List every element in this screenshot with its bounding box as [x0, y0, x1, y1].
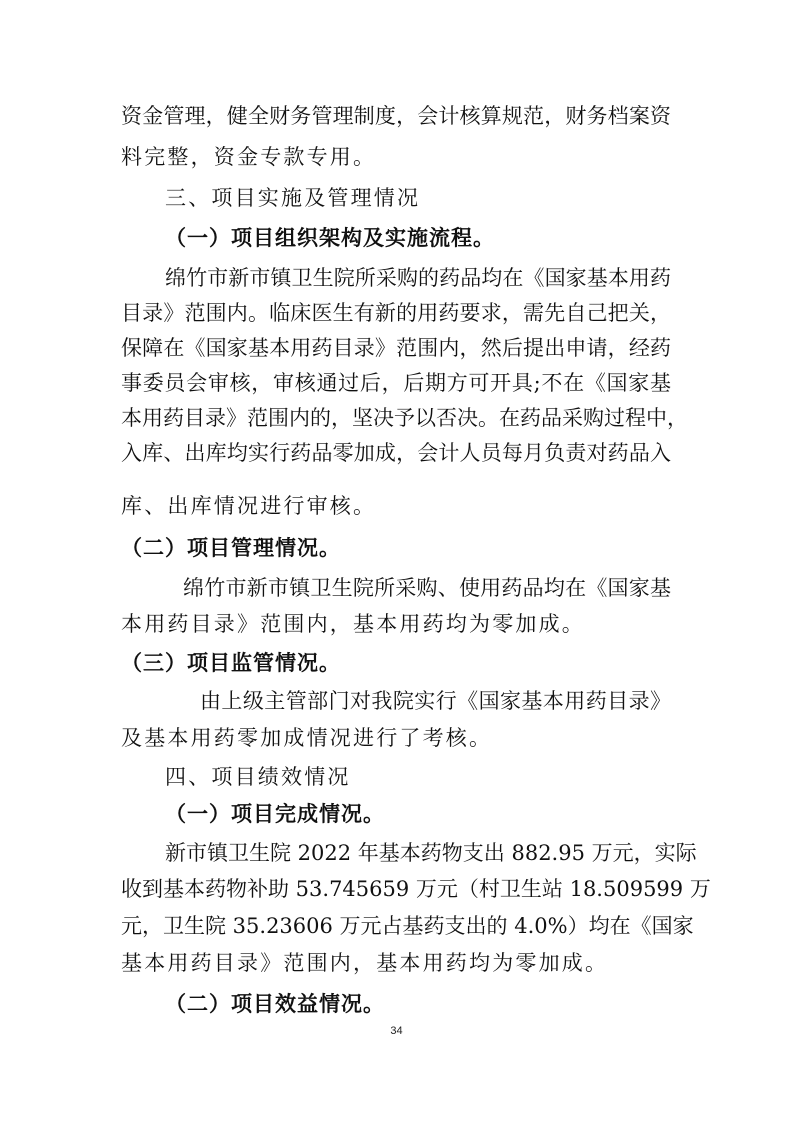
body-text-line: 保障在《国家基本用药目录》范围内，然后提出申请，经药: [121, 336, 671, 360]
body-text-line: 元，卫生院 35.23606 万元占基药支出的 4.0%）均在《国家: [121, 914, 694, 938]
body-text-line: 及基本用药零加成情况进行了考核。: [121, 726, 493, 750]
body-text-line: 事委员会审核，审核通过后，后期方可开具;不在《国家基: [121, 371, 671, 395]
body-text-line: 入库、出库均实行药品零加成，会计人员每月负责对药品入: [121, 441, 671, 465]
subsection-heading: （二）项目效益情况。: [165, 991, 385, 1016]
body-text-line: 收到基本药物补助 53.745659 万元（村卫生站 18.509599 万: [121, 877, 711, 901]
body-text-line: 资金管理，健全财务管理制度，会计核算规范，财务档案资: [121, 104, 671, 128]
subsection-heading: （一）项目组织架构及实施流程。: [165, 225, 495, 250]
body-text-line: 目录》范围内。临床医生有新的用药要求，需先自己把关，: [121, 301, 671, 325]
body-text-line: 本用药目录》范围内，基本用药均为零加成。: [121, 612, 585, 636]
page-number: 34: [390, 1025, 403, 1037]
body-text-line: 本用药目录》范围内的，坚决予以否决。在药品采购过程中，: [121, 406, 688, 430]
body-text-line: 料完整，资金专款专用。: [121, 145, 377, 169]
subsection-heading: （一）项目完成情况。: [165, 801, 385, 826]
subsection-heading: （三）项目监管情况。: [121, 650, 341, 675]
section-heading: 三、项目实施及管理情况: [165, 186, 421, 210]
section-heading: 四、项目绩效情况: [165, 765, 351, 789]
body-text-line: 绵竹市新市镇卫生院所采购、使用药品均在《国家基: [183, 576, 671, 600]
body-text-line: 绵竹市新市镇卫生院所采购的药品均在《国家基本用药: [165, 266, 671, 290]
body-text-line: 由上级主管部门对我院实行《国家基本用药目录》: [200, 689, 671, 713]
subsection-heading: （二）项目管理情况。: [121, 535, 341, 560]
body-text-line: 库、出库情况进行审核。: [121, 494, 377, 518]
body-text-line: 新市镇卫生院 2022 年基本药物支出 882.95 万元，实际: [165, 841, 697, 865]
body-text-line: 基本用药目录》范围内，基本用药均为零加成。: [121, 951, 609, 975]
